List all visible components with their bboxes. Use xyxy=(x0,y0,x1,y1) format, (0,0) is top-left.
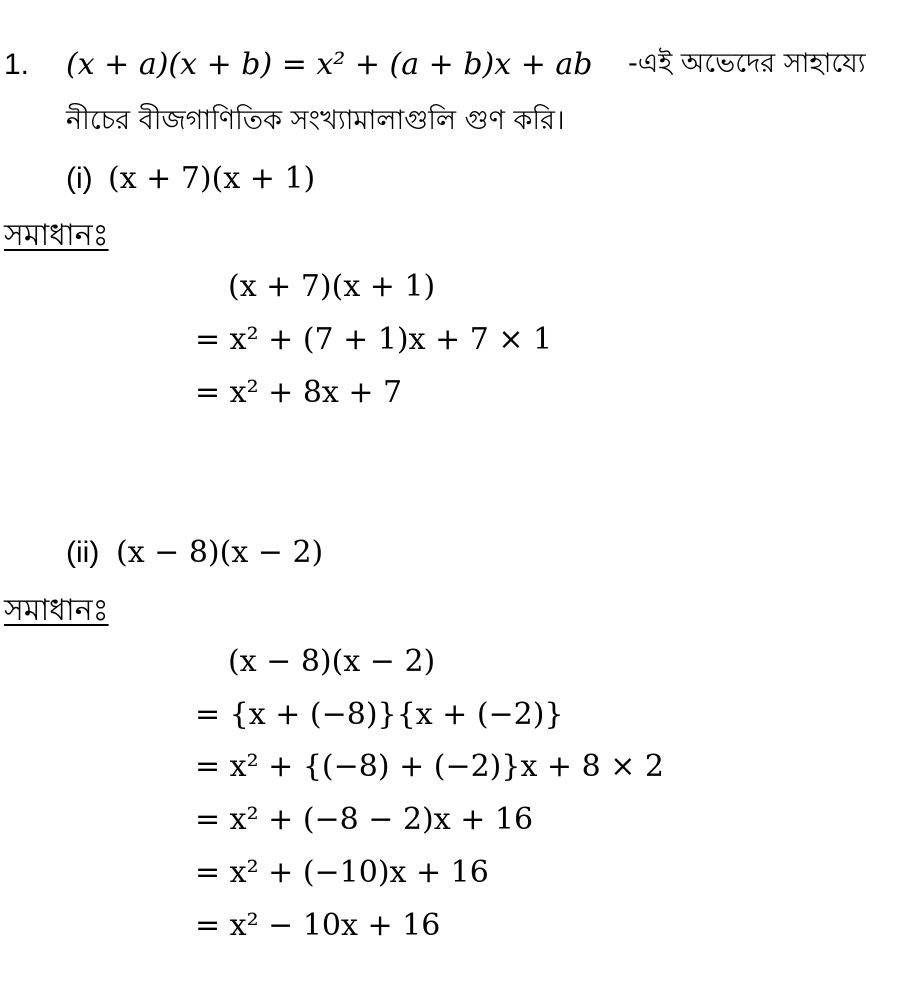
part-ii-step-1: (x − 8)(x − 2) xyxy=(228,644,436,679)
instruction-line-2: নীচের বীজগাণিতিক সংখ্যামালাগুলি গুণ করি। xyxy=(66,105,565,136)
question-number: 1. xyxy=(4,48,30,81)
part-ii-solution-heading: সমাধানঃ xyxy=(4,593,109,628)
part-i-step-2: = x² + (7 + 1)x + 7 × 1 xyxy=(195,322,553,357)
part-i-step-3: = x² + 8x + 7 xyxy=(195,375,403,410)
part-ii-label: (ii) xyxy=(66,536,100,569)
part-ii-step-6: = x² − 10x + 16 xyxy=(195,908,441,943)
part-ii-step-3: = x² + {(−8) + (−2)}x + 8 × 2 xyxy=(195,749,664,784)
identity-formula: (x + a)(x + b) = x² + (a + b)x + ab xyxy=(66,47,593,82)
part-ii-step-4: = x² + (−8 − 2)x + 16 xyxy=(195,802,534,837)
part-i-label: (i) xyxy=(66,162,93,195)
part-i-step-1: (x + 7)(x + 1) xyxy=(228,269,436,304)
part-ii-expression: (x − 8)(x − 2) xyxy=(116,535,324,570)
part-ii-step-2: = {x + (−8)}{x + (−2)} xyxy=(195,697,564,732)
instruction-line-1: -এই অভেদের সাহায্যে xyxy=(628,48,866,79)
part-i-solution-heading: সমাধানঃ xyxy=(4,218,109,253)
part-i-expression: (x + 7)(x + 1) xyxy=(108,161,316,196)
part-ii-step-5: = x² + (−10)x + 16 xyxy=(195,855,489,890)
